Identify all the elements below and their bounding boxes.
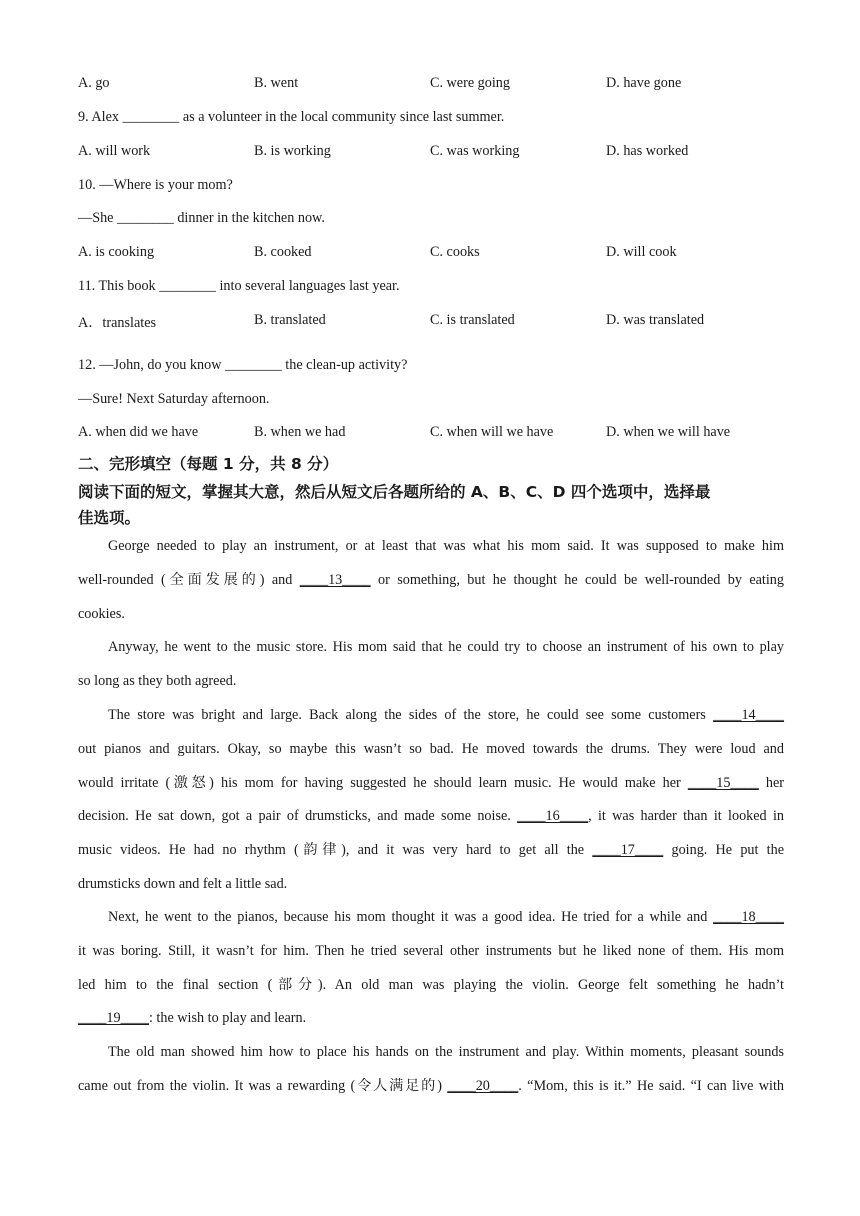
q10-option-c: C. cooks [430, 244, 480, 260]
blank-18: ____18____ [713, 909, 784, 925]
q12-stem: 12. —John, do you know ________ the clean-up activity? [78, 357, 408, 373]
q12-option-a: A. when did we have [78, 424, 199, 440]
p3-line-1: The store was bright and large. Back along the sides of the store, he could see some customers ____14____ [108, 707, 784, 723]
q10-reply: —She ________ dinner in the kitchen now. [78, 210, 325, 226]
p5-line-1: The old man showed him how to place his hands on the instrument and play. Within moments, pleasant sounds [108, 1044, 784, 1060]
q9-option-a: A. will work [78, 143, 151, 159]
q8-option-d: D. have gone [606, 75, 682, 91]
p3-line-3: would irritate (激怒) his mom for having suggested he should learn music. He would make her ____15____ her [78, 774, 784, 791]
blank-15: ____15____ [687, 774, 759, 791]
q9-option-d: D. has worked [606, 143, 689, 159]
q12-option-c: C. when will we have [430, 424, 554, 440]
q10-option-a: A. is cooking [78, 244, 155, 260]
passage-paragraph-3 [78, 699, 784, 902]
p3-line-6: drumsticks down and felt a little sad. [78, 875, 288, 892]
q8-option-a: A. go [78, 75, 110, 91]
p4-line-3: led him to the final section (部分). An old man was playing the violin. George felt something he hadn’t [78, 976, 784, 993]
q12-reply: —Sure! Next Saturday afternoon. [78, 391, 270, 407]
blank-20: ____20____ [447, 1077, 519, 1094]
q9-option-b: B. is working [254, 143, 331, 159]
blank-14: ____14____ [713, 707, 784, 723]
section-title: 二、完形填空（每题 1 分，共 8 分） [78, 455, 339, 473]
blank-17: ____17____ [592, 842, 664, 859]
q11-option-c: C. is translated [430, 312, 515, 328]
q8-option-b: B. went [254, 75, 299, 91]
q10-option-b: B. cooked [254, 244, 312, 260]
section-instruction-line2: 佳选项。 [78, 509, 141, 527]
p3-line-5: music videos. He had no rhythm (韵律), and it was very hard to get all the ____17____ going. He put the [78, 842, 784, 859]
passage-paragraph-5 [78, 1036, 784, 1104]
blank-13: ____13____ [299, 571, 371, 588]
p1-line-1: George needed to play an instrument, or at least that was what his mom said. It was supposed to make him [108, 538, 784, 554]
p1-line-3: cookies. [78, 605, 125, 622]
passage-paragraph-1 [78, 530, 784, 631]
passage-paragraph-2 [78, 631, 784, 699]
passage-paragraph-4 [78, 901, 784, 1036]
p4-line-4: ____19____: the wish to play and learn. [78, 1010, 307, 1027]
q10-stem: 10. —Where is your mom? [78, 177, 233, 193]
section-instruction-line1: 阅读下面的短文，掌握其大意，然后从短文后各题所给的 A、B、C、D 四个选项中，选择最 [78, 483, 711, 501]
p2-line-2: so long as they both agreed. [78, 672, 237, 689]
q9-stem: 9. Alex ________ as a volunteer in the local community since last summer. [78, 109, 505, 125]
p4-line-2: it was boring. Still, it wasn’t for him. Then he tried several other instruments but he liked none of them. His mom [78, 942, 784, 959]
q10-option-d: D. will cook [606, 244, 677, 260]
q11-option-b: B. translated [254, 312, 326, 328]
p3-line-2: out pianos and guitars. Okay, so maybe this wasn’t so bad. He moved towards the drums. They were loud and [78, 740, 784, 757]
p1-line-2: well-rounded (全面发展的) and ____13____ or something, but he thought he could be well-rounded by eating [78, 571, 784, 588]
p2-line-1: Anyway, he went to the music store. His mom said that he could try to choose an instrument of his own to play [108, 639, 784, 655]
q11-option-d: D. was translated [606, 312, 705, 328]
p3-line-4: decision. He sat down, got a pair of drumsticks, and made some noise. ____16____, it was harder than it looked in [78, 808, 785, 825]
q9-option-c: C. was working [430, 143, 520, 159]
blank-19: ____19____ [78, 1010, 149, 1027]
q11-stem: 11. This book ________ into several languages last year. [78, 278, 400, 294]
blank-16: ____16____ [517, 808, 589, 825]
q12-option-b: B. when we had [254, 424, 346, 440]
q12-option-d: D. when we will have [606, 424, 731, 440]
p5-line-2: came out from the violin. It was a rewarding (令人满足的) ____20____. “Mom, this is it.” He said. “I can live with [78, 1077, 784, 1094]
q8-option-c: C. were going [430, 75, 510, 91]
q11-option-a: A．translates [78, 315, 157, 331]
p4-line-1: Next, he went to the pianos, because his mom thought it was a good idea. He tried for a while and ____18____ [108, 909, 784, 925]
